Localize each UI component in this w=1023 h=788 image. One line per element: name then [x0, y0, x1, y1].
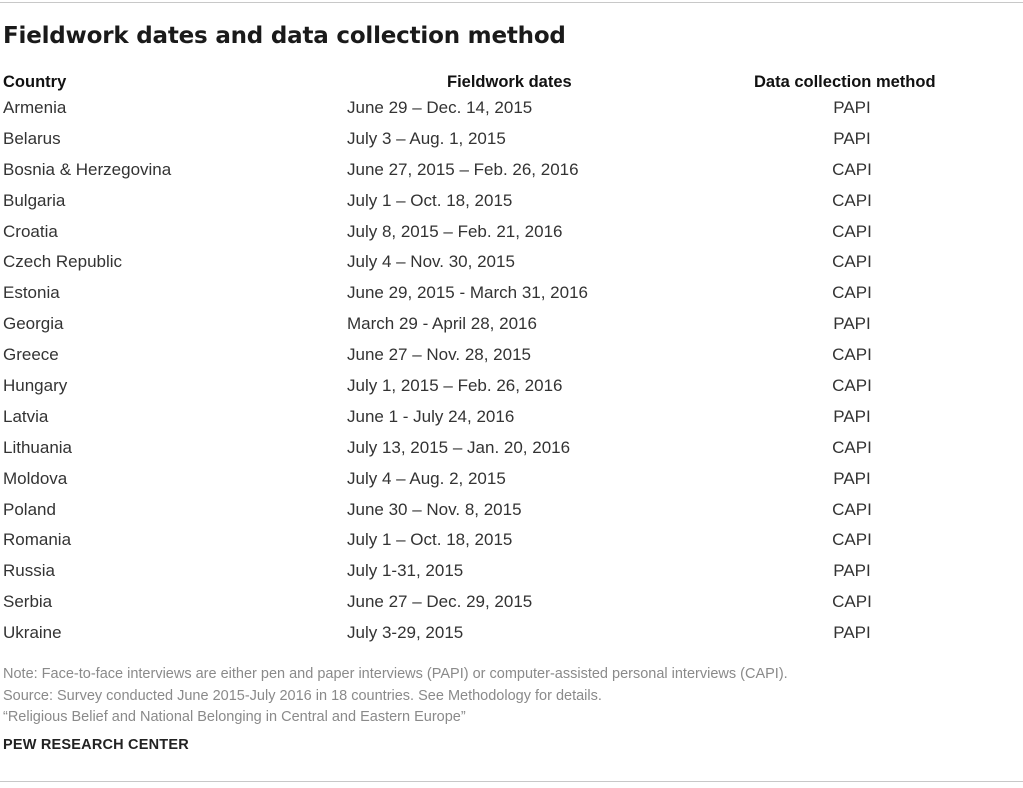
top-divider [0, 2, 1023, 3]
table-row [0, 311, 1023, 342]
bottom-divider [0, 781, 1023, 782]
cell-country: Latvia [3, 406, 49, 426]
cell-country: Georgia [3, 314, 64, 334]
table-row [0, 280, 1023, 311]
cell-country: Bosnia & Herzegovina [3, 159, 172, 179]
table-row [0, 373, 1023, 404]
source-text: Source: Survey conducted June 2015-July 2016 in 18 countries. See Methodology for details. [3, 687, 602, 704]
cell-data-collection-method: CAPI [832, 221, 872, 241]
cell-country: Poland [3, 499, 56, 519]
cell-data-collection-method: PAPI [833, 128, 871, 148]
cell-country: Bulgaria [3, 190, 66, 210]
cell-fieldwork-dates: July 3-29, 2015 [347, 623, 464, 643]
cell-fieldwork-dates: July 4 – Nov. 30, 2015 [347, 252, 515, 272]
cell-country: Hungary [3, 376, 68, 396]
cell-data-collection-method: PAPI [833, 623, 871, 643]
cell-fieldwork-dates: June 30 – Nov. 8, 2015 [347, 499, 522, 519]
cell-fieldwork-dates: June 29 – Dec. 14, 2015 [347, 98, 533, 117]
table-row [0, 589, 1023, 620]
table-row [0, 342, 1023, 373]
cell-country: Serbia [3, 592, 53, 612]
cell-fieldwork-dates: June 27 – Dec. 29, 2015 [347, 592, 533, 612]
cell-fieldwork-dates: June 29, 2015 - March 31, 2016 [347, 283, 588, 303]
cell-data-collection-method: CAPI [832, 283, 872, 303]
cell-country: Czech Republic [3, 252, 123, 272]
table-row [0, 188, 1023, 219]
cell-fieldwork-dates: July 13, 2015 – Jan. 20, 2016 [347, 437, 571, 457]
cell-country: Belarus [3, 128, 61, 148]
cell-data-collection-method: CAPI [832, 530, 872, 550]
cell-data-collection-method: CAPI [832, 592, 872, 612]
cell-fieldwork-dates: June 27, 2015 – Feb. 26, 2016 [347, 159, 579, 179]
cell-fieldwork-dates: July 4 – Aug. 2, 2015 [347, 468, 506, 488]
cell-data-collection-method: CAPI [832, 437, 872, 457]
cell-country: Armenia [3, 98, 67, 117]
cell-data-collection-method: PAPI [833, 98, 871, 117]
cell-country: Croatia [3, 221, 58, 241]
cell-data-collection-method: CAPI [832, 376, 872, 396]
table-row [0, 435, 1023, 466]
table-row [0, 126, 1023, 157]
cell-data-collection-method: PAPI [833, 468, 871, 488]
column-header-country: Country [3, 73, 67, 91]
cell-fieldwork-dates: July 1-31, 2015 [347, 561, 464, 581]
cell-country: Russia [3, 561, 55, 581]
cell-data-collection-method: PAPI [833, 406, 871, 426]
cell-fieldwork-dates: July 1, 2015 – Feb. 26, 2016 [347, 376, 563, 396]
cell-data-collection-method: CAPI [832, 190, 872, 210]
cell-country: Greece [3, 345, 59, 365]
column-header-data-collection-method: Data collection method [754, 73, 936, 91]
table-row [0, 620, 1023, 651]
table-row [0, 527, 1023, 558]
cell-data-collection-method: PAPI [833, 561, 871, 581]
column-header-fieldwork-dates: Fieldwork dates [447, 73, 572, 91]
footnotes [3, 664, 788, 729]
table-row [0, 404, 1023, 435]
cell-data-collection-method: PAPI [833, 314, 871, 334]
cell-fieldwork-dates: July 8, 2015 – Feb. 21, 2016 [347, 221, 563, 241]
table-row [0, 466, 1023, 497]
cell-country: Moldova [3, 468, 68, 488]
table-row [0, 219, 1023, 250]
table-title: Fieldwork dates and data collection method [3, 23, 566, 49]
table-row [0, 249, 1023, 280]
report-title-text: “Religious Belief and National Belonging in Central and Eastern Europe” [3, 709, 466, 725]
cell-fieldwork-dates: July 1 – Oct. 18, 2015 [347, 530, 513, 550]
table-row [0, 95, 1023, 126]
cell-data-collection-method: CAPI [832, 252, 872, 272]
table-row [0, 157, 1023, 188]
cell-country: Lithuania [3, 437, 73, 457]
cell-fieldwork-dates: March 29 - April 28, 2016 [347, 314, 537, 334]
cell-fieldwork-dates: June 1 - July 24, 2016 [347, 406, 515, 426]
brand-logo-text: PEW RESEARCH CENTER [3, 737, 189, 753]
cell-fieldwork-dates: July 1 – Oct. 18, 2015 [347, 190, 513, 210]
cell-country: Ukraine [3, 623, 62, 643]
table-row [0, 558, 1023, 589]
note-text: Note: Face-to-face interviews are either pen and paper interviews (PAPI) or computer-assisted personal interviews (CAPI). [3, 666, 788, 682]
cell-country: Estonia [3, 283, 60, 303]
table-body [0, 95, 1023, 651]
cell-fieldwork-dates: June 27 – Nov. 28, 2015 [347, 345, 531, 365]
cell-data-collection-method: CAPI [832, 499, 872, 519]
cell-country: Romania [3, 530, 72, 550]
cell-data-collection-method: CAPI [832, 159, 872, 179]
cell-data-collection-method: CAPI [832, 345, 872, 365]
cell-fieldwork-dates: July 3 – Aug. 1, 2015 [347, 128, 506, 148]
table-row [0, 497, 1023, 528]
